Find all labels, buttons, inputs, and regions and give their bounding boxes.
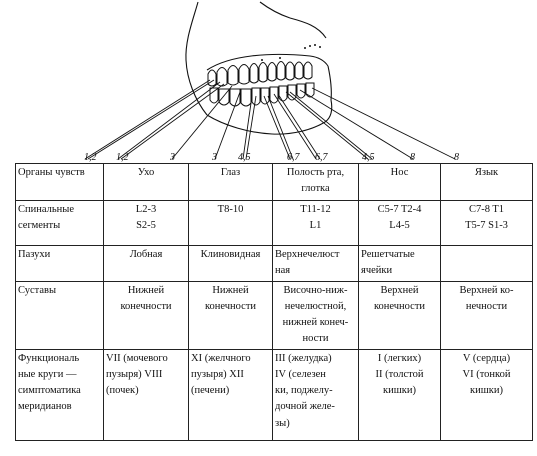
cell-line: ная [275,265,291,277]
header-cell-eye [189,164,273,201]
cell-line: T5-7 S1-3 [465,220,508,232]
cell-line: Нос [390,167,409,178]
table-cell [359,281,441,349]
cell-line: пузыря) XII [191,368,244,380]
tooth-label: 6,7 [287,152,300,163]
cell-line: Язык [474,167,499,178]
cell-line: Нижней [127,284,165,296]
cell-line: сегменты [18,220,61,232]
cell-line: глотка [301,183,330,195]
tooth-label: 1,2 [116,152,129,163]
tooth-dots [261,44,321,61]
header-cell-mouth-throat [273,164,359,201]
cell-line: Решетчатые [361,249,415,260]
cell-line: Суставы [18,284,57,296]
cell-line: C5-7 T2-4 [377,204,422,215]
cell-line: конечности [204,300,257,312]
cell-line: C7-8 T1 [468,204,505,215]
header-cell-sense-organs [16,164,104,201]
cell-line: Ухо [137,167,155,178]
tooth-label: 8 [454,152,459,163]
cell-line: S2-5 [136,220,156,232]
cell-line: (печени) [191,385,230,397]
cell-line: Верхнечелюст [275,249,340,260]
header-cell-tongue [441,164,533,201]
row-label-cell [16,349,104,440]
cell-line: симптоматика [18,385,81,397]
correspondence-table [15,163,533,441]
cell-line: Полость рта, [286,167,345,178]
table-row-spinal-segments [16,201,533,246]
table-cell [189,281,273,349]
cell-line: нечности [465,300,508,312]
table-row-joints [16,281,533,349]
cell-line: нечелюстной, [284,300,347,312]
row-label-cell [16,201,104,246]
cell-line: зы) [275,417,290,429]
table-cell [441,281,533,349]
table-cell [104,349,189,440]
table-cell [104,281,189,349]
cell-line: нижней конеч- [282,317,349,329]
table-cell [441,201,533,246]
cell-line: Верхней ко- [459,284,514,296]
row-label-cell [16,246,104,282]
cell-line: Функциональ [18,352,80,364]
cell-line: III (желудка) [275,352,332,364]
table-cell [441,349,533,440]
cell-line: Спинальные [18,204,74,215]
cell-line: L1 [309,220,322,232]
cell-line: ности [302,333,329,345]
cell-line: IV (селезен [275,368,326,380]
cell-line: XI (желчного [191,352,251,364]
cell-line: L2-3 [135,204,157,215]
cell-line: конечности [120,300,172,312]
table-cell [273,246,359,282]
upper-teeth [208,62,312,87]
cell-line: Клиновидная [200,249,261,260]
cell-line: ки, поджелу- [275,385,333,397]
cell-line: Височно-ниж- [283,284,348,296]
cell-line: ячейки [361,265,393,277]
cell-line: L4-5 [389,220,410,232]
table-cell [359,246,441,282]
table-cell [189,349,273,440]
cell-line: конечности [373,300,426,312]
cell-line: кишки) [382,385,417,397]
table-cell [359,349,441,440]
tooth-label: 4,5 [362,152,375,163]
cell-line: (почек) [106,385,139,397]
tooth-label: 3 [212,152,217,163]
table-cell [441,246,533,282]
cell-line: пузыря) VIII [106,368,163,380]
table-cell [189,201,273,246]
cell-line: VI (тонкой [462,368,511,380]
cell-line: меридианов [18,401,72,413]
cell-line: Глаз [220,167,241,178]
cell-line: кишки) [469,385,504,397]
cell-line: T8-10 [217,204,244,215]
tooth-labels [84,152,459,163]
tooth-label: 6,7 [315,152,328,163]
cell-line: ные круги — [18,368,77,380]
tooth-label: 3 [170,152,175,163]
tooth-label: 8 [410,152,415,163]
tooth-label: 1,2 [84,152,97,163]
cell-line: Органы чувств [18,167,85,178]
table-cell [104,201,189,246]
table-cell [359,201,441,246]
cell-line: I (легких) [377,352,422,364]
table-header-row [16,164,533,201]
cell-line: II (толстой [375,368,424,380]
cell-line: VII (мочевого [106,352,168,364]
row-label-cell [16,281,104,349]
table-cell [273,281,359,349]
cell-line: Пазухи [18,249,51,260]
header-cell-ear [104,164,189,201]
cell-line: V (сердца) [462,352,511,364]
cell-line: Верхней [380,284,419,296]
cell-line: Нижней [212,284,249,296]
table-row-sinuses [16,246,533,282]
header-cell-nose [359,164,441,201]
cell-line: Лобная [129,249,163,260]
tooth-label: 4,5 [238,152,251,163]
table-cell [189,246,273,282]
table-cell [273,349,359,440]
table-cell [104,246,189,282]
cell-line: T11-12 [300,204,331,215]
table-row-functional-circles [16,349,533,440]
cell-line: дочной желе- [275,401,335,413]
table-cell [273,201,359,246]
